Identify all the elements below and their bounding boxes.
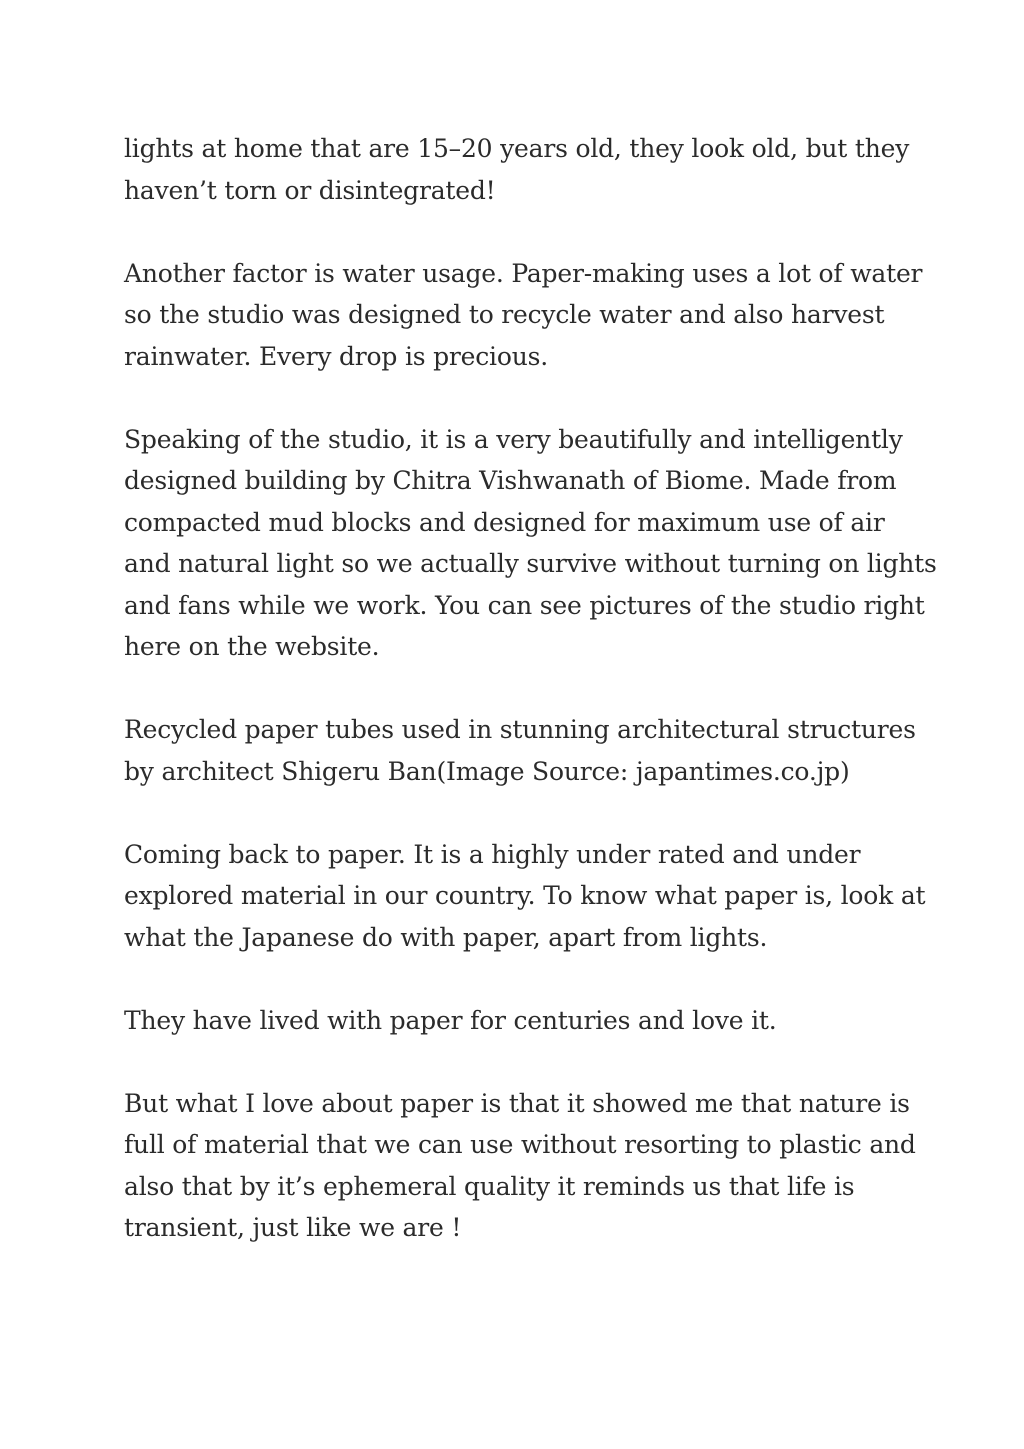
paragraph-line: Another factor is water usage. Paper-making uses a lot of water <box>124 258 923 288</box>
paragraph-line: compacted mud blocks and designed for maximum use of air <box>124 507 885 537</box>
paragraph-line: rainwater. Every drop is precious. <box>124 341 548 371</box>
caption-line: by architect Shigeru Ban(Image Source: japantimes.co.jp) <box>124 756 850 786</box>
paragraph-line: explored material in our country. To know what paper is, look at <box>124 881 926 910</box>
paragraph-lights-age <box>124 128 914 211</box>
paragraph-line: and natural light so we actually survive without turning on lights <box>124 549 937 578</box>
paragraph-line: transient, just like we are ! <box>124 1213 462 1242</box>
article-body <box>124 128 937 1249</box>
paragraph-line: But what I love about paper is that it showed me that nature is <box>124 1088 910 1118</box>
paragraph-line: designed building by Chitra Vishwanath of Biome. Made from <box>124 466 897 495</box>
paragraph-line: what the Japanese do with paper, apart from lights. <box>124 922 768 952</box>
paragraph-line: here on the website. <box>124 632 380 661</box>
paragraph-line: full of material that we can use without resorting to plastic and <box>124 1130 916 1159</box>
paragraph-line: so the studio was designed to recycle water and also harvest <box>124 300 885 329</box>
paragraph-line: haven’t torn or disintegrated! <box>124 175 496 205</box>
paragraph-line: lights at home that are 15–20 years old, they look old, but they <box>124 134 910 163</box>
paragraph-centuries <box>124 1000 914 1042</box>
image-caption <box>124 709 914 792</box>
paragraph-line: and fans while we work. You can see pictures of the studio right <box>124 590 925 620</box>
paragraph-line: Coming back to paper. It is a highly under rated and under <box>124 839 861 869</box>
caption-line: Recycled paper tubes used in stunning architectural structures <box>124 715 916 744</box>
paragraph-water-usage <box>124 253 923 378</box>
paragraph-line: also that by it’s ephemeral quality it reminds us that life is <box>124 1171 855 1201</box>
paragraph-line: They have lived with paper for centuries and love it. <box>124 1005 777 1035</box>
paragraph-conclusion <box>124 1083 914 1249</box>
paragraph-studio <box>124 419 937 668</box>
paragraph-coming-back-to-paper <box>124 834 926 959</box>
paragraph-line: Speaking of the studio, it is a very beautifully and intelligently <box>124 424 903 454</box>
